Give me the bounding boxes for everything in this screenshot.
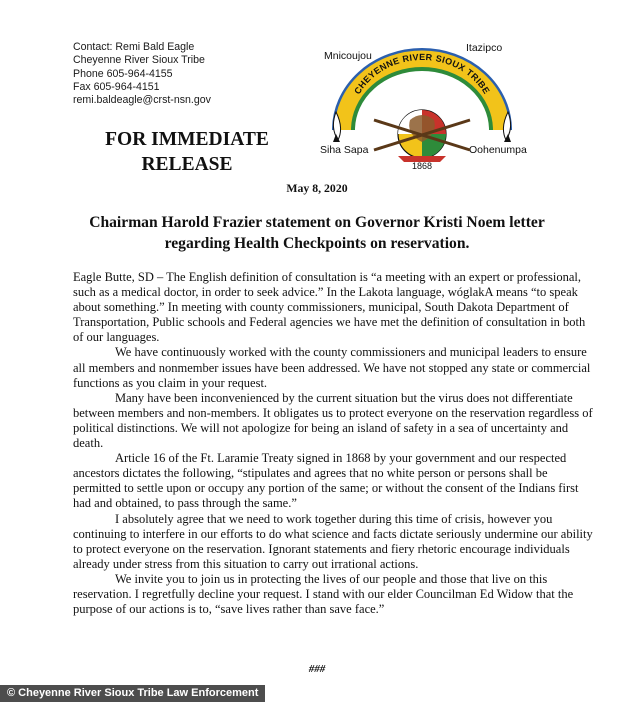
band-label-itazipco: Itazipco xyxy=(466,42,503,54)
contact-organization: Cheyenne River Sioux Tribe xyxy=(73,54,205,67)
release-date: May 8, 2020 xyxy=(286,181,348,195)
release-line-2: RELEASE xyxy=(141,154,233,175)
seal-arc-text: CHEYENNE RIVER SIOUX TRIBE xyxy=(352,51,492,96)
statement-body xyxy=(73,270,598,617)
headline-line-1: Chairman Harold Frazier statement on Governor Kristi Noem letter xyxy=(89,214,545,231)
paragraph-2: We have continuously worked with the county commissioners and municipal leaders to ensure all members and nonmember issues have been addressed. We have not stopped any state or commercial functions as you claim in your request. xyxy=(73,345,591,390)
paragraph-5: I absolutely agree that we need to work together during this time of crisis, however you continuing to interfere in our efforts to do what science and facts dictate seriously undermine our ability to protect everyone on the reservation. Ignorant statements and fiery rhetoric encourage individuals already under stress from this situation to carry out irrational actions. xyxy=(73,511,593,571)
release-line-1: FOR IMMEDIATE xyxy=(105,129,269,150)
tribe-seal-svg xyxy=(312,38,532,170)
contact-block xyxy=(73,41,293,107)
band-label-siha-sapa: Siha Sapa xyxy=(320,144,369,156)
band-label-oohenumpa: Oohenumpa xyxy=(469,144,527,156)
paragraph-1: Eagle Butte, SD – The English definition of consultation is “a meeting with an expert or professional, such as a medical doctor, in order to seek advice.” In the Lakota language, wóglakA means “to speak about something.” In meeting with county commissioners, municipal, South Dakota Department of Transportation, Public schools and Federal agencies we have met the definition of consultation in both of our languages. xyxy=(73,270,586,345)
paragraph-3: Many have been inconvenienced by the current situation but the virus does not differentiate between members and non-members. It obligates us to protect everyone on the reservation regardless of political distinctions. We will not apologize for being an island of safety in a sea of uncertainty and death. xyxy=(73,390,593,451)
release-heading xyxy=(92,127,282,177)
tribe-seal-logo xyxy=(312,38,532,170)
contact-fax: Fax 605-964-4151 xyxy=(73,80,160,93)
contact-phone: Phone 605-964-4155 xyxy=(73,67,173,80)
seal-year: 1868 xyxy=(411,161,433,170)
paragraph-6: We invite you to join us in protecting the lives of our people and those that live on this reservation. I regretfully decline your request. I stand with our elder Councilman Ed Widow that the purpose of our actions is to, “save lives rather than save face.” xyxy=(73,571,574,617)
headline xyxy=(40,212,594,254)
photo-credit: © Cheyenne River Sioux Tribe Law Enforcement xyxy=(0,685,265,702)
end-mark: ### xyxy=(308,663,326,675)
contact-name: Contact: Remi Bald Eagle xyxy=(73,41,195,53)
headline-line-2: regarding Health Checkpoints on reservation. xyxy=(164,235,470,252)
paragraph-4: Article 16 of the Ft. Laramie Treaty signed in 1868 by your government and our respected ancestors dictates the following, “stipulates and agrees that no white person or persons shall be permitted to settle upon or occupy any portion of the same; or without the consent of the Indians first had and obtained, to pass through the same.” xyxy=(73,451,579,511)
contact-email: remi.baldeagle@crst-nsn.gov xyxy=(73,94,211,107)
band-label-mnicoujou: Mnicoujou xyxy=(324,50,372,62)
